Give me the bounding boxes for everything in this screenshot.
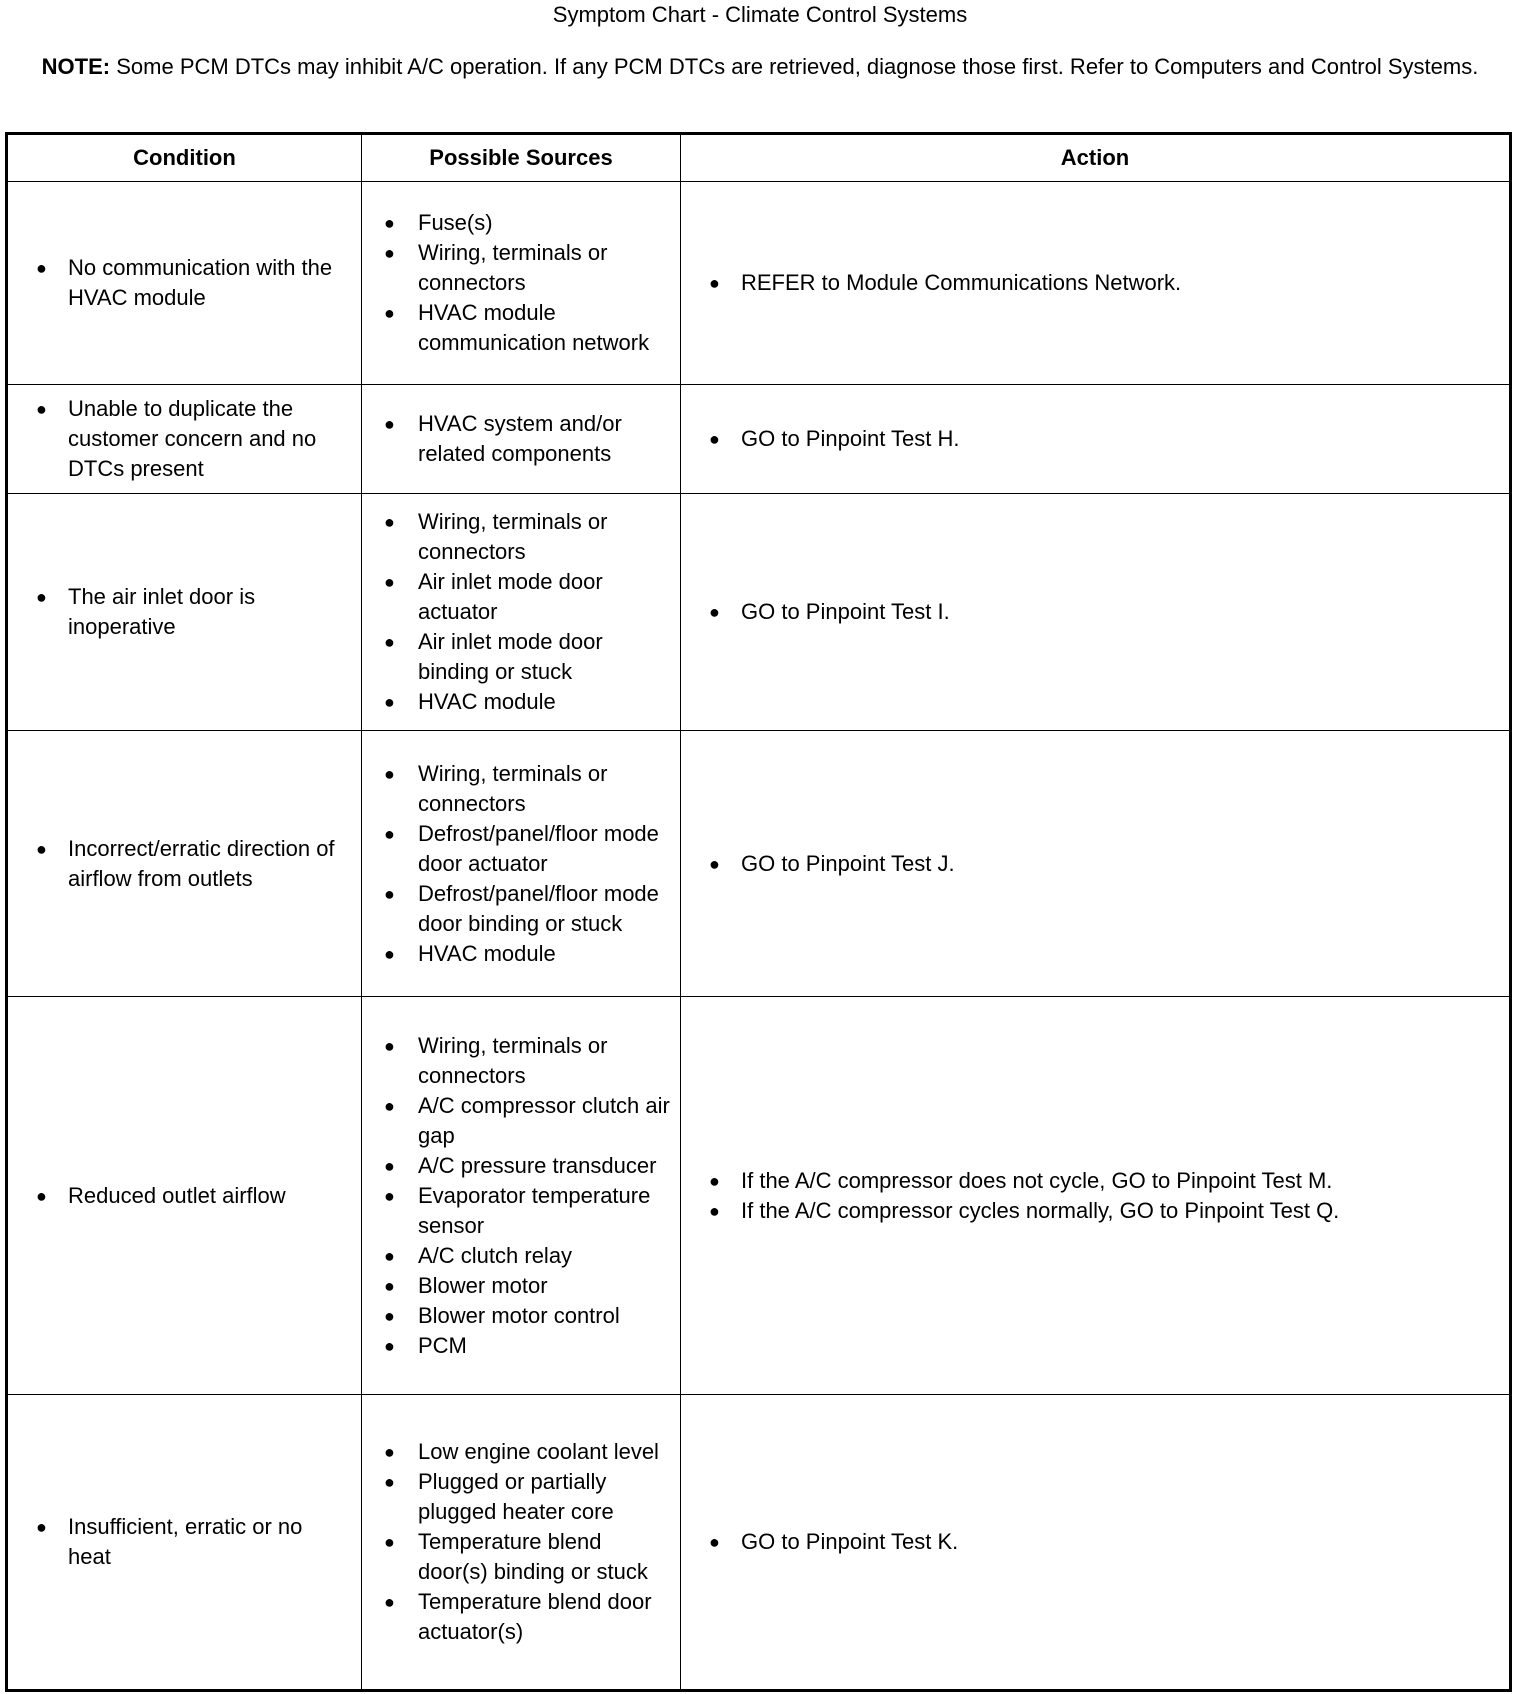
list-item: ● Insufficient, erratic or no heat (36, 1512, 351, 1572)
list-item: ● Incorrect/erratic direction of airflow from outlets (36, 834, 351, 894)
sources-cell-list (384, 507, 670, 717)
action-cell (681, 494, 1511, 731)
list-item: ● Defrost/panel/floor mode door binding or stuck (384, 879, 670, 939)
condition-cell (7, 997, 362, 1395)
sources-cell-list (384, 1437, 670, 1647)
action-cell (681, 1395, 1511, 1691)
action-cell-list (709, 424, 1499, 454)
list-item: ● HVAC module (384, 939, 670, 969)
list-item: ● HVAC module (384, 687, 670, 717)
table-row (7, 731, 1511, 997)
condition-cell-list (36, 1512, 351, 1572)
header-sources: Possible Sources (362, 134, 681, 182)
list-item: ● HVAC system and/or related components (384, 409, 670, 469)
table-header (7, 134, 1511, 182)
table-row (7, 385, 1511, 494)
list-item: ● Defrost/panel/floor mode door actuator (384, 819, 670, 879)
condition-cell-list (36, 834, 351, 894)
list-item: ● Unable to duplicate the customer concern and no DTCs present (36, 394, 351, 484)
list-item: ● Reduced outlet airflow (36, 1181, 351, 1211)
table-row (7, 997, 1511, 1395)
list-item: ● Temperature blend door(s) binding or stuck (384, 1527, 670, 1587)
sources-cell (362, 1395, 681, 1691)
list-item: ● Blower motor control (384, 1301, 670, 1331)
table-row (7, 182, 1511, 385)
action-cell-list (709, 268, 1499, 298)
note-text: Some PCM DTCs may inhibit A/C operation. If any PCM DTCs are retrieved, diagnose those first. Refer to Computers and Control Systems. (110, 54, 1479, 79)
condition-cell (7, 731, 362, 997)
page-title: Symptom Chart - Climate Control Systems (552, 2, 968, 27)
list-item: ● Wiring, terminals or connectors (384, 507, 670, 567)
sources-cell-list (384, 409, 670, 469)
condition-cell (7, 385, 362, 494)
list-item: ● Temperature blend door actuator(s) (384, 1587, 670, 1647)
sources-cell-list (384, 1031, 670, 1361)
list-item: ● Air inlet mode door actuator (384, 567, 670, 627)
action-cell (681, 182, 1511, 385)
list-item: ● Evaporator temperature sensor (384, 1181, 670, 1241)
action-cell-list (709, 1166, 1499, 1226)
list-item: ● If the A/C compressor does not cycle, GO to Pinpoint Test M. (709, 1166, 1499, 1196)
note (20, 52, 1500, 82)
sources-cell (362, 182, 681, 385)
list-item: ● GO to Pinpoint Test H. (709, 424, 1499, 454)
list-item: ● No communication with the HVAC module (36, 253, 351, 313)
condition-cell (7, 182, 362, 385)
list-item: ● The air inlet door is inoperative (36, 582, 351, 642)
list-item: ● Wiring, terminals or connectors (384, 1031, 670, 1091)
sources-cell-list (384, 759, 670, 969)
action-cell (681, 997, 1511, 1395)
list-item: ● Wiring, terminals or connectors (384, 759, 670, 819)
sources-cell (362, 385, 681, 494)
list-item: ● GO to Pinpoint Test J. (709, 849, 1499, 879)
list-item: ● Plugged or partially plugged heater core (384, 1467, 670, 1527)
list-item: ● Low engine coolant level (384, 1437, 670, 1467)
action-cell-list (709, 597, 1499, 627)
list-item: ● Fuse(s) (384, 208, 670, 238)
list-item: ● PCM (384, 1331, 670, 1361)
action-cell (681, 385, 1511, 494)
list-item: ● GO to Pinpoint Test K. (709, 1527, 1499, 1557)
sources-cell (362, 494, 681, 731)
header-condition: Condition (7, 134, 362, 182)
action-cell (681, 731, 1511, 997)
sources-cell (362, 997, 681, 1395)
table-row (7, 1395, 1511, 1691)
note-label: NOTE: (41, 54, 111, 79)
list-item: ● A/C pressure transducer (384, 1151, 670, 1181)
condition-cell-list (36, 1181, 351, 1211)
list-item: ● REFER to Module Communications Network. (709, 268, 1499, 298)
sources-cell-list (384, 208, 670, 358)
header-action: Action (681, 134, 1511, 182)
sources-cell (362, 731, 681, 997)
list-item: ● A/C clutch relay (384, 1241, 670, 1271)
condition-cell-list (36, 394, 351, 484)
condition-cell-list (36, 253, 351, 313)
condition-cell (7, 494, 362, 731)
list-item: ● A/C compressor clutch air gap (384, 1091, 670, 1151)
list-item: ● Air inlet mode door binding or stuck (384, 627, 670, 687)
action-cell-list (709, 1527, 1499, 1557)
list-item: ● HVAC module communication network (384, 298, 670, 358)
list-item: ● Wiring, terminals or connectors (384, 238, 670, 298)
table-row (7, 494, 1511, 731)
list-item: ● GO to Pinpoint Test I. (709, 597, 1499, 627)
condition-cell (7, 1395, 362, 1691)
list-item: ● Blower motor (384, 1271, 670, 1301)
symptom-table (5, 132, 1512, 1692)
list-item: ● If the A/C compressor cycles normally, GO to Pinpoint Test Q. (709, 1196, 1499, 1226)
condition-cell-list (36, 582, 351, 642)
action-cell-list (709, 849, 1499, 879)
